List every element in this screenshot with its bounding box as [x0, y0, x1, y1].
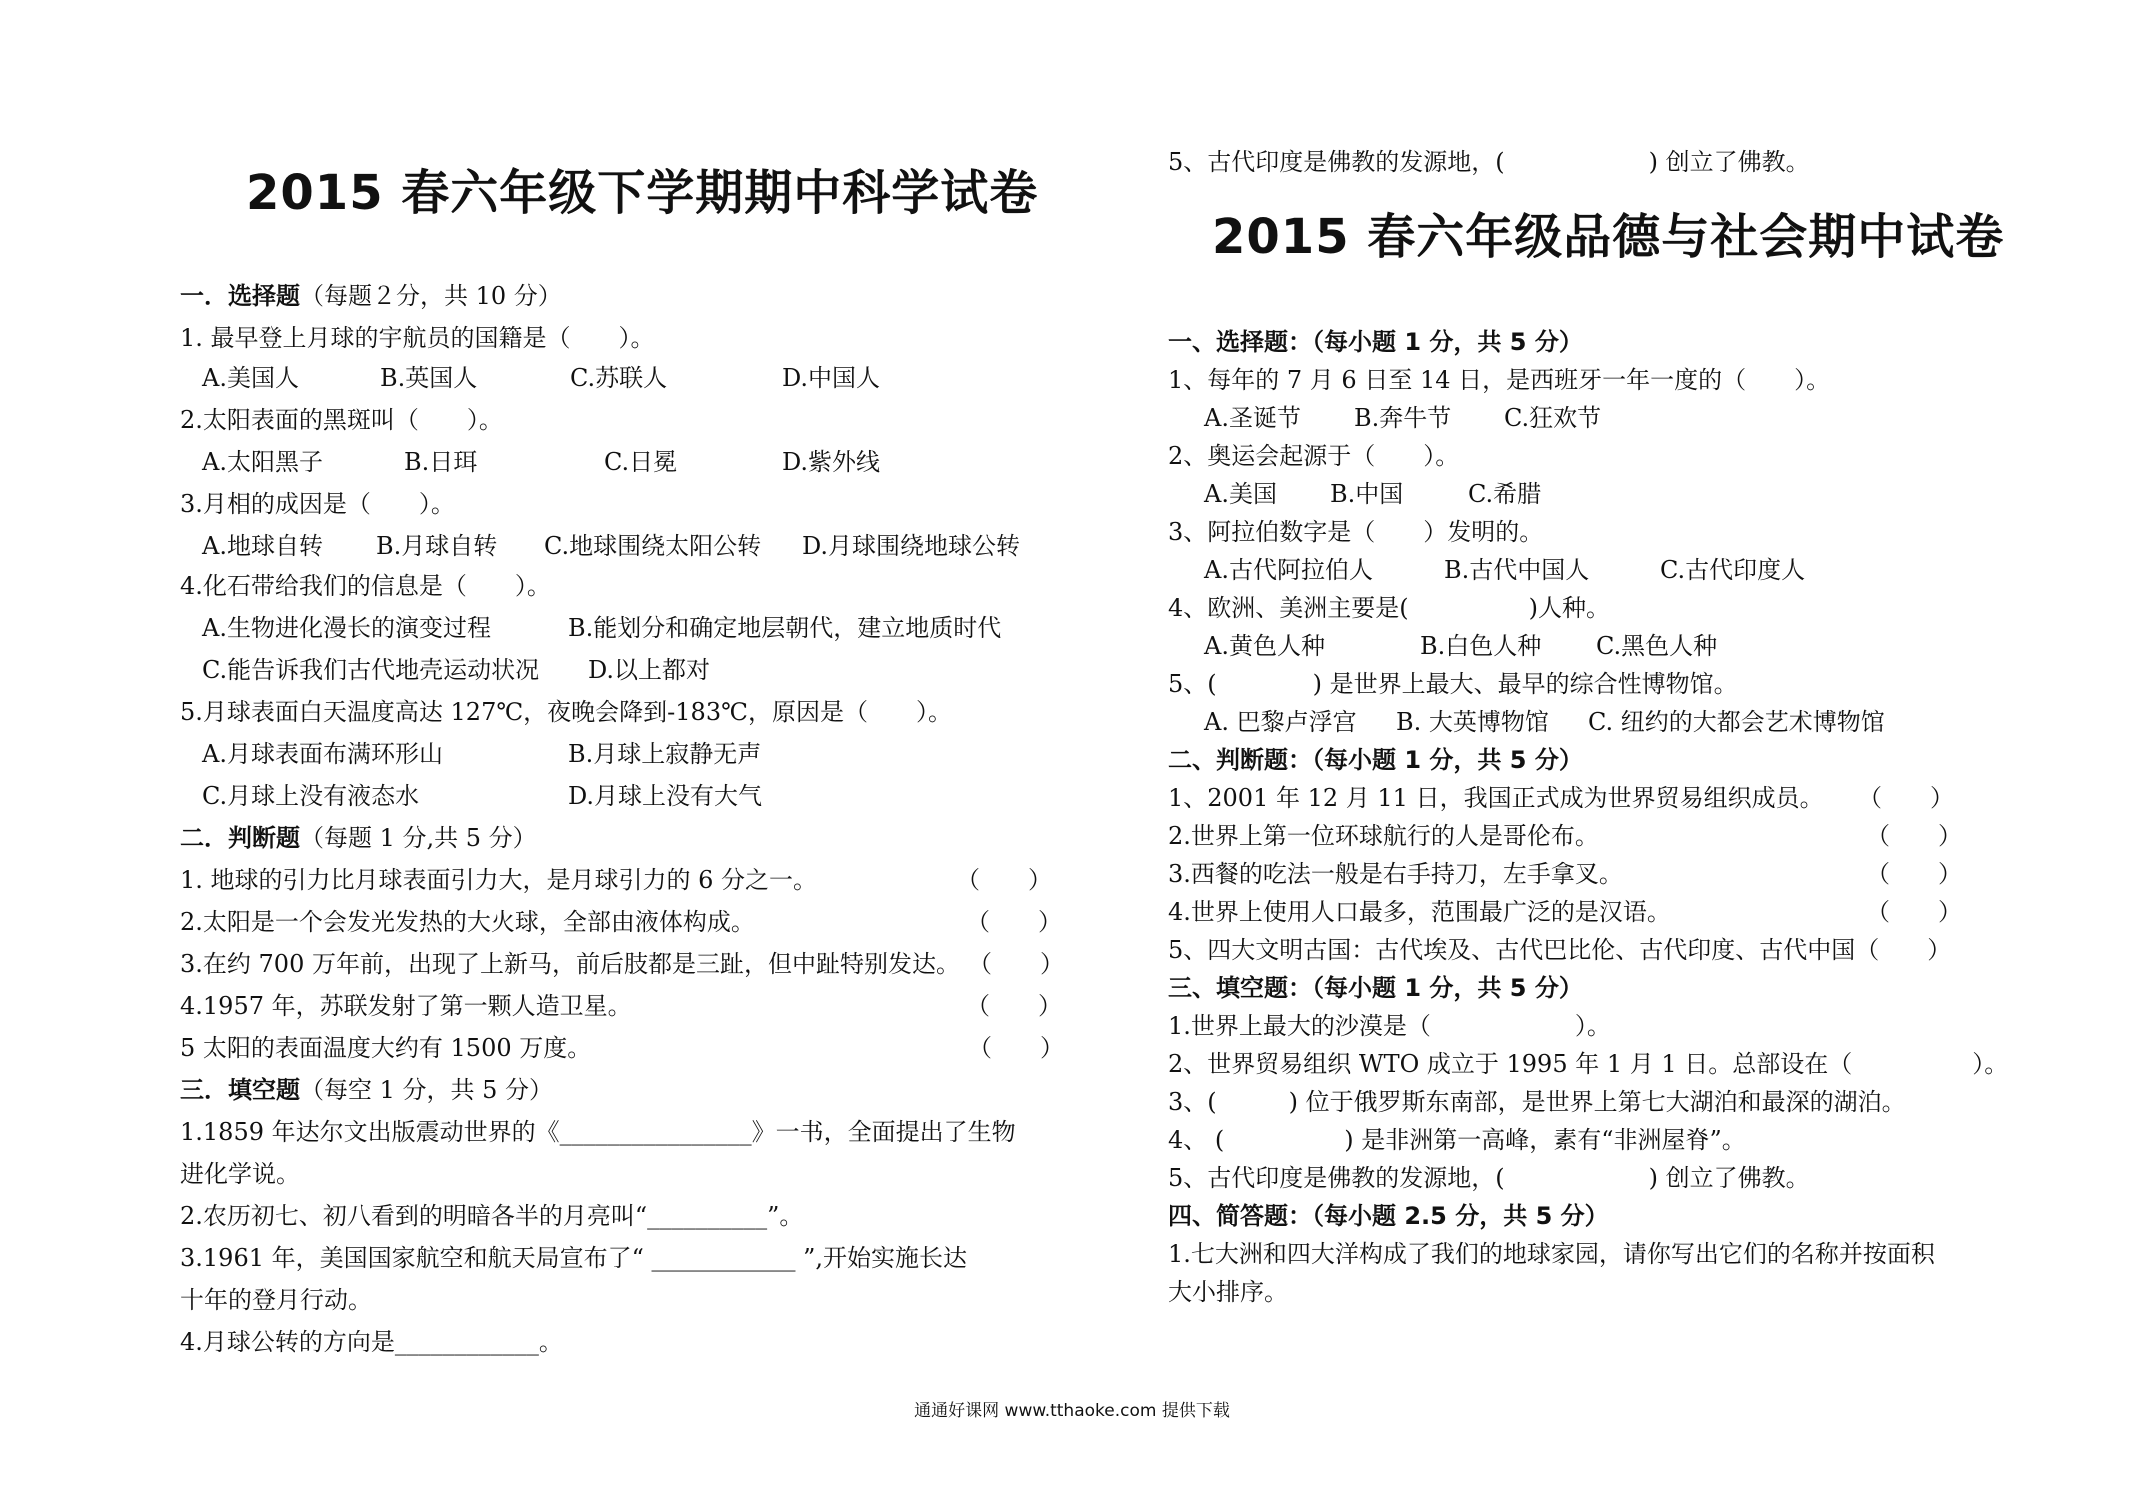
choice-question-4: 4.化石带给我们的信息是（ ）。 [180, 572, 551, 600]
judgement-item-2: 2.太阳是一个会发光发热的大火球，全部由液体构成。 [180, 908, 755, 936]
answer-parentheses: （ ） [968, 1034, 1064, 1062]
section-label: 二．判断题 [180, 824, 300, 852]
option-d: D.紫外线 [782, 448, 881, 476]
option-a: A.生物进化漫长的演变过程 [202, 614, 491, 642]
option-b: B.奔牛节 [1354, 404, 1452, 432]
section-judgement-heading [180, 818, 537, 853]
judgement-item-2: 2.世界上第一位环球航行的人是哥伦布。 [1168, 822, 1599, 850]
judgement-item-5: 5 太阳的表面温度大约有 1500 万度。 [180, 1034, 592, 1062]
fill-question-3-cont: 十年的登月行动。 [180, 1286, 372, 1314]
answer-parentheses: （ ） [968, 950, 1064, 978]
option-a: A.古代阿拉伯人 [1204, 556, 1373, 584]
option-c: C.狂欢节 [1504, 404, 1602, 432]
choice-question-2: 2.太阳表面的黑斑叫（ ）。 [180, 406, 503, 434]
fill-question-1: 1.1859 年达尔文出版震动世界的《________________》一书，全面提出了生物 [180, 1118, 1016, 1146]
option-d: D.以上都对 [588, 656, 711, 684]
answer-parentheses: （ ） [1866, 822, 1962, 850]
option-b: B.古代中国人 [1444, 556, 1590, 584]
section-note: （每题 1 分,共 5 分） [300, 824, 537, 852]
choice-question-3: 3、阿拉伯数字是（ ）发明的。 [1168, 518, 1544, 546]
fill-question-3: 3.1961 年，美国国家航空和航天局宣布了“ ____________ ”,开始实施长达 [180, 1244, 968, 1272]
option-c: C.月球上没有液态水 [202, 782, 420, 810]
civics-exam-title: 2015 春六年级品德与社会期中试卷 [1212, 209, 2005, 265]
section-note: （每空 1 分，共 5 分） [300, 1076, 554, 1104]
page-footer: 通通好课网 www.tthaoke.com 提供下载 [914, 1401, 1230, 1421]
answer-parentheses: （ ） [1866, 898, 1962, 926]
option-d: D.中国人 [782, 364, 881, 392]
choice-question-1: 1、每年的 7 月 6 日至 14 日，是西班牙一年一度的（ ）。 [1168, 366, 1831, 394]
section-label: 三．填空题 [180, 1076, 300, 1104]
fill-question-4: 4.月球公转的方向是____________。 [180, 1328, 563, 1356]
fill-question-1: 1.世界上最大的沙漠是（ ）。 [1168, 1012, 1611, 1040]
fill-question-2: 2、世界贸易组织 WTO 成立于 1995 年 1 月 1 日。总部设在（ ）。 [1168, 1050, 2009, 1078]
judgement-item-1: 1. 地球的引力比月球表面引力大，是月球引力的 6 分之一。 [180, 866, 818, 894]
option-b: B.能划分和确定地层朝代，建立地质时代 [568, 614, 1002, 642]
judgement-item-1: 1、2001 年 12 月 11 日，我国正式成为世界贸易组织成员。 [1168, 784, 1824, 812]
judgement-item-4: 4.1957 年，苏联发射了第一颗人造卫星。 [180, 992, 632, 1020]
section-fill-heading: 三、填空题：（每小题 1 分，共 5 分） [1168, 974, 1583, 1002]
option-c: C.地球围绕太阳公转 [544, 532, 762, 560]
judgement-item-3: 3.西餐的吃法一般是右手持刀，左手拿叉。 [1168, 860, 1623, 888]
option-d: D.月球围绕地球公转 [802, 532, 1021, 560]
option-c: C.苏联人 [570, 364, 668, 392]
fill-question-3: 3、( ) 位于俄罗斯东南部，是世界上第七大湖泊和最深的湖泊。 [1168, 1088, 1906, 1116]
option-c: C.黑色人种 [1596, 632, 1718, 660]
section-judgement-heading: 二、判断题：（每小题 1 分，共 5 分） [1168, 746, 1583, 774]
section-note: （每题２分，共 10 分） [300, 282, 562, 310]
short-answer-question-1-cont: 大小排序。 [1168, 1278, 1288, 1306]
fill-question-1-cont: 进化学说。 [180, 1160, 300, 1188]
section-fill-heading [180, 1070, 553, 1105]
option-b: B.日珥 [404, 448, 478, 476]
short-answer-question-1: 1.七大洲和四大洋构成了我们的地球家园，请你写出它们的名称并按面积 [1168, 1240, 1935, 1268]
fill-question-5: 5、古代印度是佛教的发源地，( ) 创立了佛教。 [1168, 1164, 1810, 1192]
option-c: C.古代印度人 [1660, 556, 1806, 584]
choice-question-3: 3.月相的成因是（ ）。 [180, 490, 455, 518]
option-b: B.月球自转 [376, 532, 498, 560]
option-a: A.黄色人种 [1204, 632, 1325, 660]
judgement-item-5: 5、四大文明古国：古代埃及、古代巴比伦、古代印度、古代中国（ ） [1168, 936, 1952, 964]
fill-question-4: 4、 ( ) 是非洲第一高峰，素有“非洲屋脊”。 [1168, 1126, 1746, 1154]
answer-parentheses: （ ） [966, 992, 1062, 1020]
option-a: A.圣诞节 [1204, 404, 1301, 432]
answer-parentheses: （ ） [1866, 860, 1962, 888]
answer-parentheses: （ ） [966, 908, 1062, 936]
option-a: A. 巴黎卢浮宫 [1204, 708, 1357, 736]
option-c: C.日冕 [604, 448, 678, 476]
option-a: A.美国 [1204, 480, 1277, 508]
option-a: A.月球表面布满环形山 [202, 740, 443, 768]
choice-question-4: 4、欧洲、美洲主要是( )人种。 [1168, 594, 1610, 622]
option-b: B.月球上寂静无声 [568, 740, 762, 768]
answer-parentheses: （ ） [1858, 784, 1954, 812]
choice-question-2: 2、奥运会起源于（ ）。 [1168, 442, 1460, 470]
fill-question-5: 5、古代印度是佛教的发源地，( ) 创立了佛教。 [1168, 148, 1810, 176]
fill-question-2: 2.农历初七、初八看到的明暗各半的月亮叫“__________”。 [180, 1202, 804, 1230]
section-choice-heading: 一、选择题：（每小题 1 分，共 5 分） [1168, 328, 1583, 356]
section-label: 一．选择题 [180, 282, 300, 310]
option-d: D.月球上没有大气 [568, 782, 763, 810]
choice-question-5: 5、( ) 是世界上最大、最早的综合性博物馆。 [1168, 670, 1738, 698]
judgement-item-4: 4.世界上使用人口最多，范围最广泛的是汉语。 [1168, 898, 1671, 926]
section-short-answer-heading: 四、简答题：（每小题 2.5 分，共 5 分） [1168, 1202, 1609, 1230]
option-b: B.中国 [1330, 480, 1404, 508]
choice-question-5: 5.月球表面白天温度高达 127℃，夜晚会降到-183℃，原因是（ ）。 [180, 698, 952, 726]
option-c: C. 纽约的大都会艺术博物馆 [1588, 708, 1885, 736]
judgement-item-3: 3.在约 700 万年前，出现了上新马，前后肢都是三趾，但中趾特别发达。 [180, 950, 960, 978]
option-a: A.太阳黑子 [202, 448, 323, 476]
option-b: B.白色人种 [1420, 632, 1542, 660]
option-c: C.希腊 [1468, 480, 1542, 508]
option-c: C.能告诉我们古代地壳运动状况 [202, 656, 540, 684]
option-b: B. 大英博物馆 [1396, 708, 1549, 736]
option-a: A.地球自转 [202, 532, 323, 560]
option-b: B.英国人 [380, 364, 478, 392]
choice-question-1: 1. 最早登上月球的宇航员的国籍是（ ）。 [180, 324, 655, 352]
section-choice-heading [180, 276, 562, 311]
science-exam-title: 2015 春六年级下学期期中科学试卷 [246, 165, 1039, 221]
option-a: A.美国人 [202, 364, 299, 392]
answer-parentheses: （ ） [956, 866, 1052, 894]
